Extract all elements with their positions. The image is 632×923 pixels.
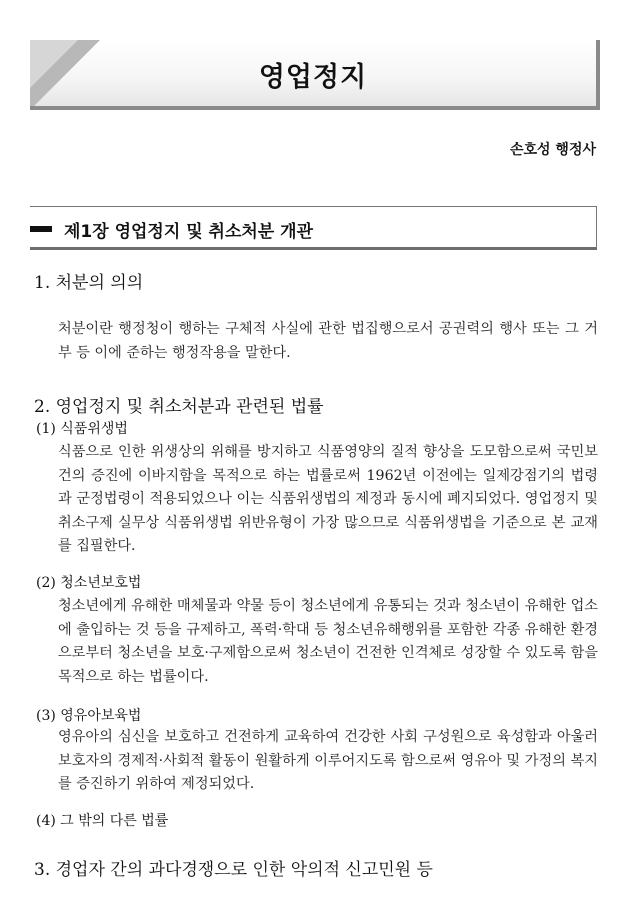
subsection-heading-food-sanitation: (1) 식품위생법 <box>36 421 128 437</box>
subsection-heading-youth-protection: (2) 청소년보호법 <box>36 575 142 591</box>
chapter-bar-marker <box>30 226 52 232</box>
subsection-body-youth-protection: 청소년에게 유해한 매체물과 약물 등이 청소년에게 유통되는 것과 청소년이 유해한 업소에 출입하는 것 등을 규제하고, 폭력·학대 등 청소년유해행위를 포함한 각종 유해한 환경으로부터 청소년을 보호·구제함으로써 청소년이 건전한 인격체로 성장할 수 있도록 함을 목적으로 하는 법률이다. <box>58 598 598 685</box>
chapter-banner <box>30 206 597 250</box>
subsection-body-food-sanitation: 식품으로 인한 위생상의 위해를 방지하고 식품영양의 질적 향상을 도모함으로써 국민보건의 증진에 이바지함을 목적으로 하는 법률로써 1962년 이전에는 일제강점기의 법령과 군정법령이 적용되었으나 이는 식품위생법의 제정과 동시에 폐지되었다. 영업정지 및 취소구제 실무상 식품위생법 위반유형이 가장 많으므로 식품위생법을 기준으로 본 교재를 집필한다. <box>58 444 598 554</box>
page-title: 영업정지 <box>258 62 368 93</box>
section-1-body: 처분이란 행정청이 행하는 구체적 사실에 관한 법집행으로서 공권력의 행사 또는 그 거부 등 이에 준하는 행정작용을 말한다. <box>58 321 598 361</box>
subsection-heading-other-laws: (4) 그 밖의 다른 법률 <box>36 813 169 829</box>
author-name: 손호성 행정사 <box>509 142 596 158</box>
subsection-heading-infant-care: (3) 영유아보육법 <box>36 708 142 724</box>
section-heading-3: 3. 경업자 간의 과다경쟁으로 인한 악의적 신고민원 등 <box>34 860 433 880</box>
chapter-title: 제1장 영업정지 및 취소처분 개관 <box>64 222 313 242</box>
subsection-body-infant-care: 영유아의 심신을 보호하고 건전하게 교육하여 건강한 사회 구성원으로 육성함과 아울러 보호자의 경제적·사회적 활동이 원활하게 이루어지도록 함으로써 영유아 및 가정의 복지를 증진하기 위하여 제정되었다. <box>58 729 598 792</box>
section-heading-2: 2. 영업정지 및 취소처분과 관련된 법률 <box>34 397 324 417</box>
title-banner <box>30 40 600 110</box>
section-heading-1: 1. 처분의 의의 <box>34 273 144 293</box>
